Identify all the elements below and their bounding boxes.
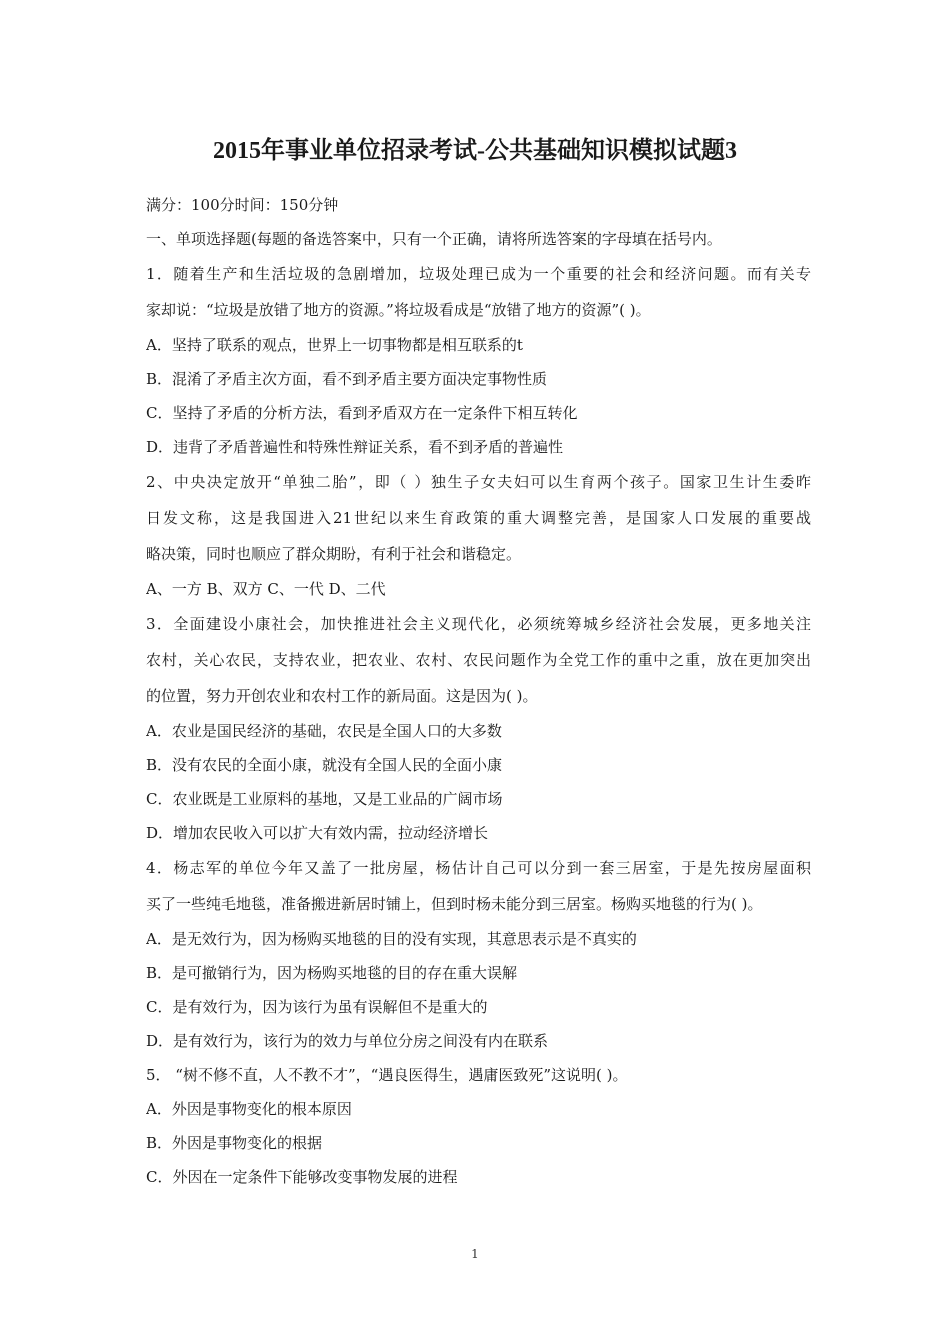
question-3-stem-line-3: 的位置，努力开创农业和农村工作的新局面。这是因为( )。 [146,687,538,705]
question-4-option-b: B．是可撤销行为，因为杨购买地毯的目的存在重大误解 [146,964,518,982]
question-1-option-a: A．坚持了联系的观点，世界上一切事物都是相互联系的t [146,336,523,354]
question-4-option-d: D．是有效行为，该行为的效力与单位分房之间没有内在联系 [146,1032,549,1050]
question-2-stem-line-1: 2、中央决定放开“单独二胎”，即（ ）独生子女夫妇可以生育两个孩子。国家卫生计生委昨 [146,473,811,491]
question-1-option-b: B．混淆了矛盾主次方面，看不到矛盾主要方面决定事物性质 [146,370,548,388]
question-4-stem-line-2: 买了一些纯毛地毯，准备搬进新居时铺上，但到时杨未能分到三居室。杨购买地毯的行为( )。 [146,895,763,913]
question-4-option-c: C．是有效行为，因为该行为虽有误解但不是重大的 [146,998,488,1016]
document-body [146,188,811,1194]
question-2-options: A、一方 B、双方 C、一代 D、二代 [146,580,386,598]
question-2-stem-line-2: 日发文称，这是我国进入21世纪以来生育政策的重大调整完善，是国家人口发展的重要战 [146,509,811,527]
question-5-stem-line-1: 5． “树不修不直，人不教不才”，“遇良医得生，遇庸医致死”这说明( )。 [146,1066,628,1084]
section-heading: 一、单项选择题(每题的备选答案中，只有一个正确，请将所选答案的字母填在括号内。 [146,230,722,248]
exam-meta: 满分：100分时间：150分钟 [146,196,339,214]
question-1-option-c: C．坚持了矛盾的分析方法，看到矛盾双方在一定条件下相互转化 [146,404,578,422]
question-1 [146,256,811,464]
question-3-option-d: D．增加农民收入可以扩大有效内需，拉动经济增长 [146,824,489,842]
question-1-stem-line-2: 家却说：“垃圾是放错了地方的资源。”将垃圾看成是“放错了地方的资源”( )。 [146,301,651,319]
question-1-stem-line-1: 1．随着生产和生活垃圾的急剧增加，垃圾处理已成为一个重要的社会和经济问题。而有关专 [146,265,811,283]
question-2-stem-line-3: 略决策，同时也顺应了群众期盼，有利于社会和谐稳定。 [146,545,522,563]
question-5-option-a: A．外因是事物变化的根本原因 [146,1100,352,1118]
question-5 [146,1058,811,1194]
question-1-option-d: D．违背了矛盾普遍性和特殊性辩证关系，看不到矛盾的普遍性 [146,438,564,456]
question-5-option-c: C．外因在一定条件下能够改变事物发展的进程 [146,1168,458,1186]
document-title: 2015年事业单位招录考试-公共基础知识模拟试题3 [213,138,737,164]
question-3 [146,606,811,850]
question-3-option-c: C．农业既是工业原料的基地，又是工业品的广阔市场 [146,790,503,808]
question-4-option-a: A．是无效行为，因为杨购买地毯的目的没有实现，其意思表示是不真实的 [146,930,637,948]
question-3-option-b: B．没有农民的全面小康，就没有全国人民的全面小康 [146,756,503,774]
question-3-option-a: A．农业是国民经济的基础，农民是全国人口的大多数 [146,722,502,740]
question-3-stem-line-1: 3．全面建设小康社会，加快推进社会主义现代化，必须统筹城乡经济社会发展，更多地关注 [146,615,811,633]
page-number: 1 [471,1247,479,1261]
question-4-stem-line-1: 4．杨志军的单位今年又盖了一批房屋，杨估计自己可以分到一套三居室，于是先按房屋面积 [146,859,811,877]
question-5-option-b: B．外因是事物变化的根据 [146,1134,323,1152]
question-2 [146,464,811,606]
question-3-stem-line-2: 农村，关心农民，支持农业，把农业、农村、农民问题作为全党工作的重中之重，放在更加突出 [146,651,811,669]
question-4 [146,850,811,1058]
